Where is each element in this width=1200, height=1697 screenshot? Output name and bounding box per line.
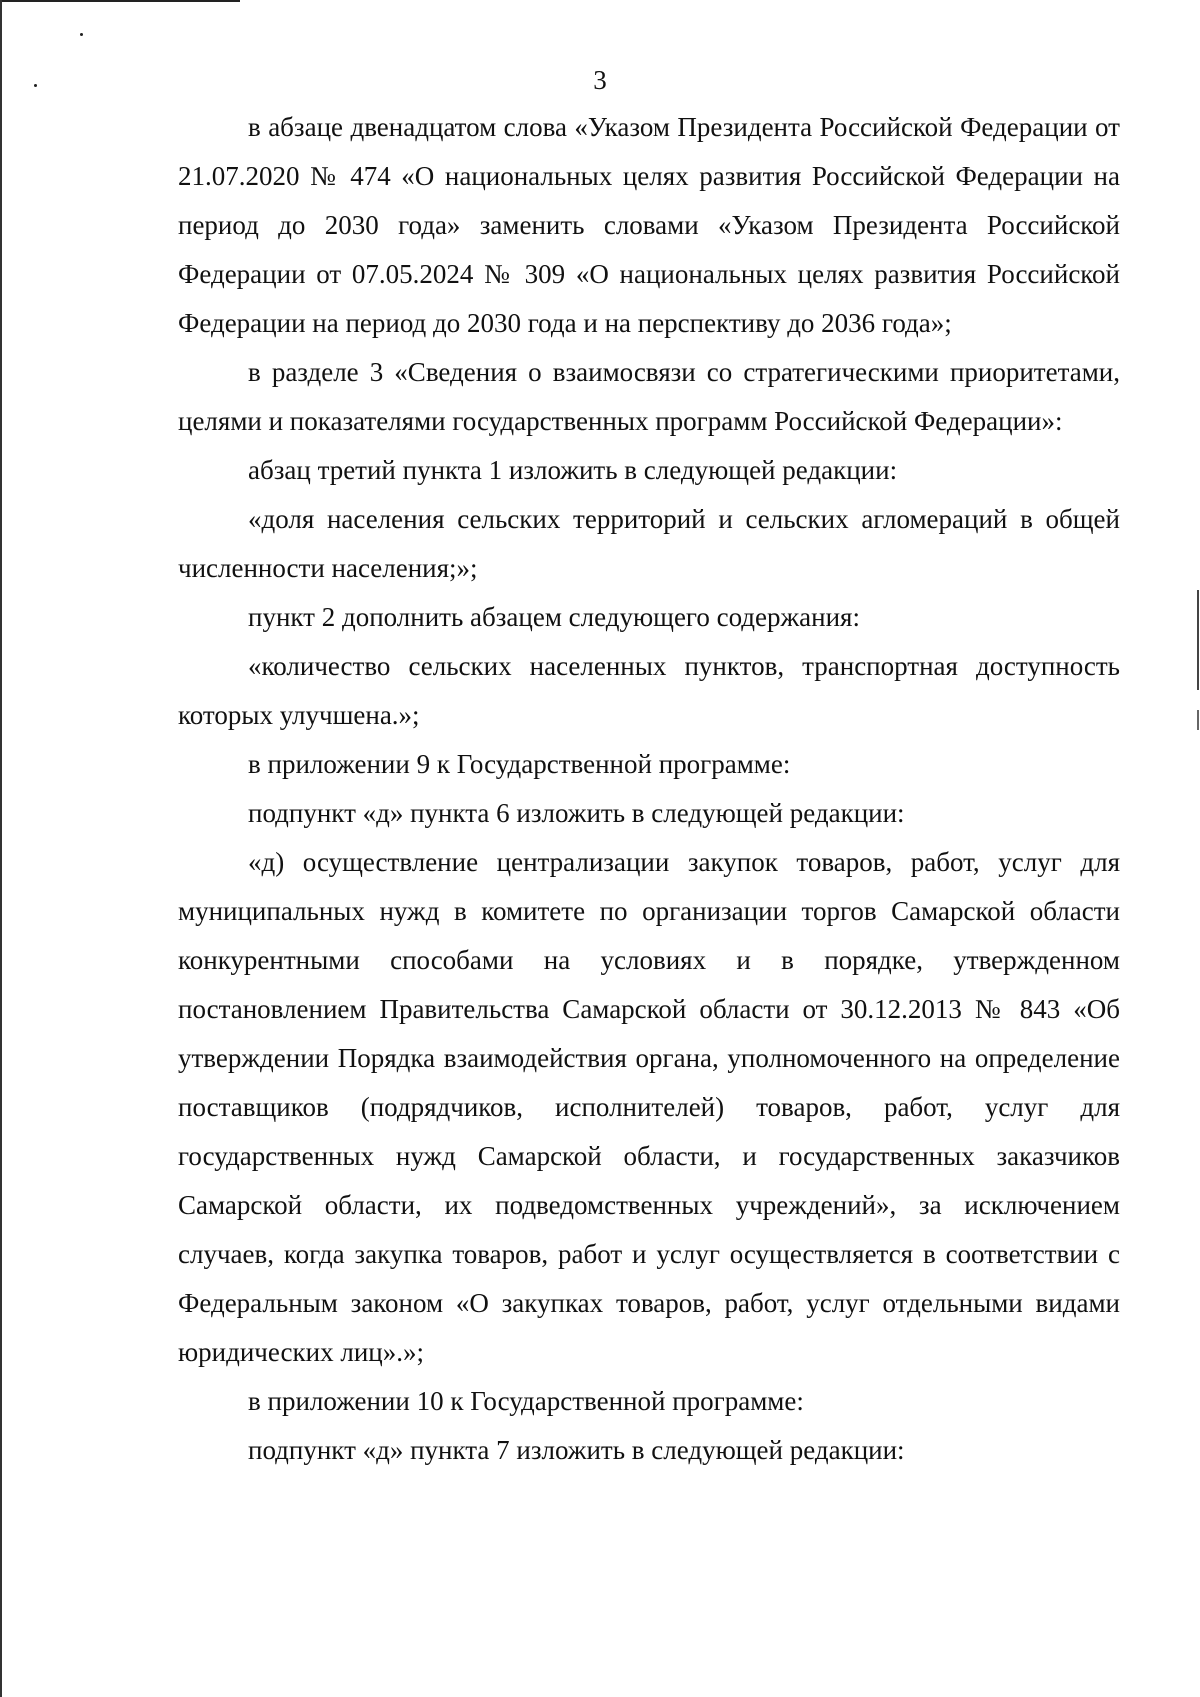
paragraph: «количество сельских населенных пунктов, транспортная доступность которых улучшена.»; [178,651,1120,730]
scan-edge-left [0,0,2,1697]
paragraph: в приложении 9 к Государственной программе: [248,749,791,779]
paragraph: пункт 2 дополнить абзацем следующего содержания: [248,602,860,632]
scan-speck [80,33,83,36]
paragraph: подпункт «д» пункта 7 изложить в следующей редакции: [248,1435,905,1465]
paragraph: «доля населения сельских территорий и сельских агломераций в общей численности населения;»; [178,504,1120,583]
paragraph: подпункт «д» пункта 6 изложить в следующей редакции: [248,798,905,828]
scan-edge-right-fragment [1197,710,1199,730]
paragraph: в абзаце двенадцатом слова «Указом Президента Российской Федерации от 21.07.2020 № 474 «О национальных целях развития Российской Федерации на период до 2030 года» заменить словами «Указом Президента Российской Федерации от 07.05.2024 № 309 «О национальных целях развития Российской Федерации на период до 2030 года и на перспективу до 2036 года»; [178,112,1120,338]
document-body [178,103,1120,1475]
page-number: 3 [593,65,607,95]
paragraph: абзац третий пункта 1 изложить в следующей редакции: [248,455,898,485]
scan-edge-top [0,0,240,2]
paragraph: в приложении 10 к Государственной программе: [248,1386,804,1416]
scan-edge-right [1197,590,1199,690]
paragraph: «д) осуществление централизации закупок товаров, работ, услуг для муниципальных нужд в комитете по организации торгов Самарской области конкурентными способами на условиях и в порядке, утвержденном постановлением Правительства Самарской области от 30.12.2013 № 843 «Об утверждении Порядка взаимодействия органа, уполномоченного на определение поставщиков (подрядчиков, исполнителей) товаров, работ, услуг для государственных нужд Самарской области, и государственных заказчиков Самарской области, их подведомственных учреждений», за исключением случаев, когда закупка товаров, работ и услуг осуществляется в соответствии с Федеральным законом «О закупках товаров, работ, услуг отдельными видами юридических лиц».»; [178,847,1120,1367]
paragraph: в разделе 3 «Сведения о взаимосвязи со стратегическими приоритетами, целями и показателями государственных программ Российской Федерации»: [178,357,1120,436]
